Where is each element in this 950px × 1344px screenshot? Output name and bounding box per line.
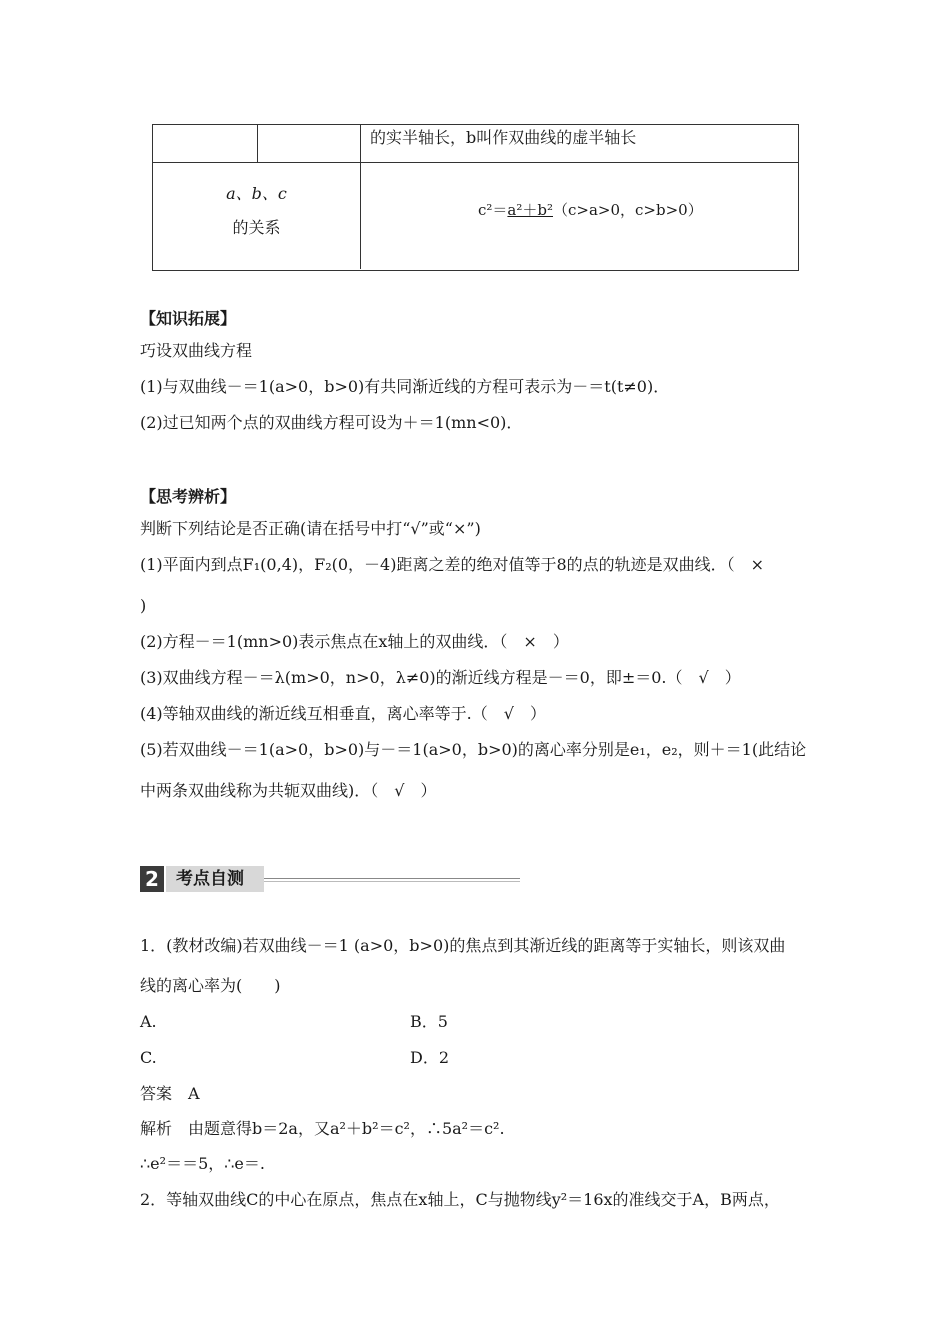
table-row2-formula (478, 200, 703, 220)
formula-prefix: c²＝ (478, 201, 508, 219)
q1-stem-line2: 线的离心率为( ) (140, 976, 281, 995)
thinking-heading: 【思考辨析】 (140, 487, 237, 506)
section-number-badge: 2 (140, 866, 164, 892)
thinking-item-5b: 中两条双曲线称为共轭双曲线)．（ √ ） (140, 781, 437, 800)
knowledge-item-1: (1)与双曲线－＝1(a>0，b>0)有共同渐近线的方程可表示为－＝t(t≠0)． (140, 377, 670, 396)
knowledge-item-2: (2)过已知两个点的双曲线方程可设为＋＝1(mn<0)． (140, 413, 523, 432)
q1-answer: 答案 A (140, 1084, 200, 1103)
section-rule (264, 878, 520, 879)
thinking-item-3: (3)双曲线方程－＝λ(m>0，n>0，λ≠0)的渐近线方程是－＝0，即±＝0.（ √ ） (140, 668, 741, 687)
table-col-divider-1 (257, 124, 258, 162)
formula-suffix: （c>a>0，c>b>0） (553, 201, 703, 219)
knowledge-heading: 【知识拓展】 (140, 309, 237, 328)
section-title: 考点自测 (166, 866, 264, 892)
table-row2-label-line2: 的关系 (232, 218, 281, 237)
table-row2-label-line1: a、b、c (226, 184, 287, 203)
formula-underlined: a²＋b² (507, 201, 553, 219)
table-row-divider (152, 162, 798, 163)
thinking-item-5a: (5)若双曲线－＝1(a>0，b>0)与－＝1(a>0，b>0)的离心率分别是e₁，e₂，则＋＝1(此结论 (140, 740, 807, 759)
thinking-item-1b: ) (140, 596, 147, 615)
table-row1-text: 的实半轴长，b叫作双曲线的虚半轴长 (370, 128, 637, 147)
q1-option-a: A. (140, 1012, 157, 1031)
q2-stem-line1: 2．等轴双曲线C的中心在原点，焦点在x轴上，C与抛物线y²＝16x的准线交于A，B两点， (140, 1190, 780, 1209)
thinking-item-4: (4)等轴双曲线的渐近线互相垂直，离心率等于.（ √ ） (140, 704, 546, 723)
q1-analysis-line1: 解析 由题意得b＝2a，又a²＋b²＝c²，∴5a²＝c². (140, 1119, 505, 1138)
q1-stem-line1: 1．(教材改编)若双曲线－＝1 (a>0，b>0)的焦点到其渐近线的距离等于实轴长，则该双曲 (140, 936, 786, 955)
thinking-item-2: (2)方程－＝1(mn>0)表示焦点在x轴上的双曲线．（ × ） (140, 632, 569, 651)
knowledge-subtitle: 巧设双曲线方程 (140, 341, 253, 360)
thinking-intro: 判断下列结论是否正确(请在括号中打“√”或“×”) (140, 519, 481, 538)
q1-option-d: D．2 (410, 1048, 450, 1067)
thinking-item-1a: (1)平面内到点F₁(0,4)，F₂(0，－4)距离之差的绝对值等于8的点的轨迹是双曲线．（ × (140, 555, 765, 574)
q1-option-b: B．5 (410, 1012, 448, 1031)
q1-analysis-line2: ∴e²＝＝5，∴e＝. (140, 1154, 265, 1173)
q1-option-c: C. (140, 1048, 157, 1067)
section-rule-secondary (264, 881, 520, 882)
